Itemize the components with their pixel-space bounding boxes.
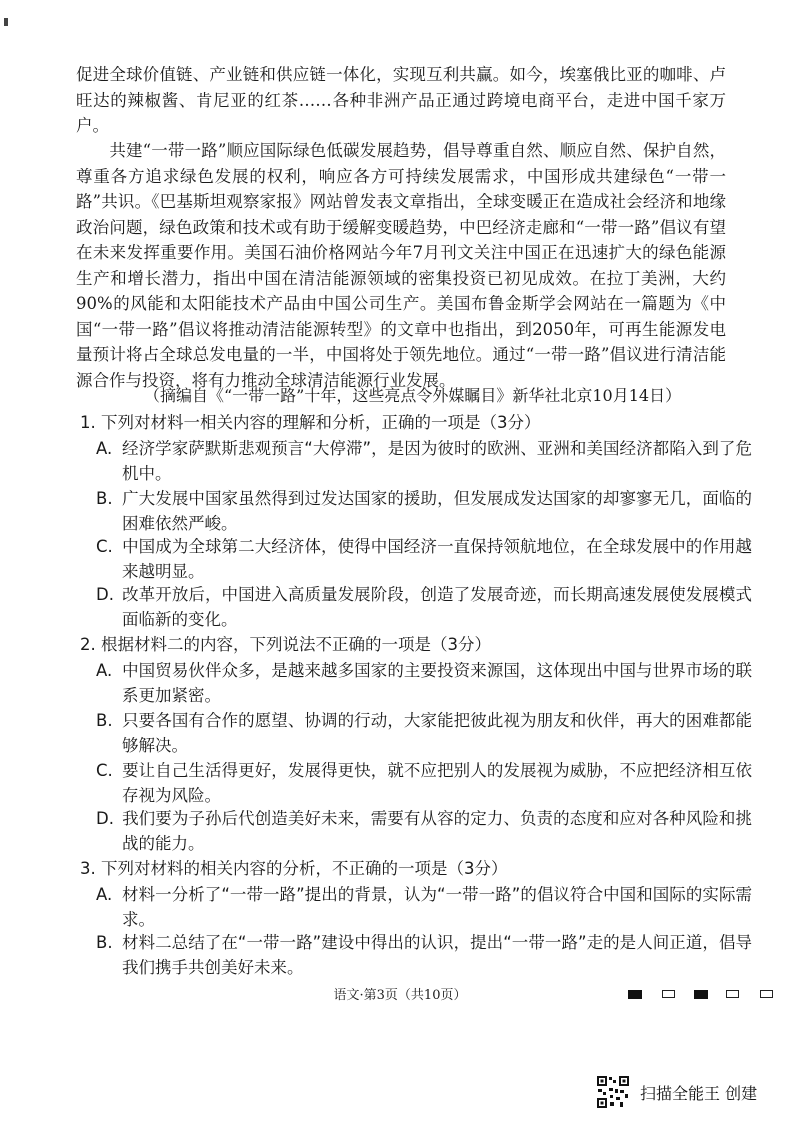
question-2-option-a: A. 中国贸易伙伴众多，是越来越多国家的主要投资来源国，这体现出中国与世界市场的联系更加紧密。 [96,661,752,705]
question-1-option-b: B. 广大发展中国家虽然得到过发达国家的援助，但发展成发达国家的却寥寥无几，面临的困难依然严峻。 [96,489,752,533]
question-1-option-d: D. 改革开放后，中国进入高质量发展阶段，创造了发展奇迹，而长期高速发展使发展模式面临新的变化。 [96,585,752,629]
question-3-stem: 3. 下列对材料的相关内容的分析，不正确的一项是（3分） [80,859,508,878]
mark-filled [694,990,708,999]
question-2-stem: 2. 根据材料二的内容，下列说法不正确的一项是（3分） [80,635,491,654]
question-1-stem: 1. 下列对材料一相关内容的理解和分析，正确的一项是（3分） [80,413,541,432]
watermark-text: 扫描全能王 创建 [640,1083,758,1103]
question-1-option-c: C. 中国成为全球第二大经济体，使得中国经济一直保持领航地位，在全球发展中的作用越来越明显。 [96,537,752,581]
scan-mark [4,18,8,26]
question-2-option-c: C. 要让自己生活得更好，发展得更快，就不应把别人的发展视为威胁，不应把经济相互依存视为风险。 [96,761,752,805]
qr-code-icon [596,1075,630,1109]
mark-open [760,990,773,998]
question-3-option-b: B. 材料二总结了在“一带一路”建设中得出的认识，提出“一带一路”走的是人间正道，倡导我们携手共创美好未来。 [96,933,752,977]
mark-open [662,990,675,998]
question-3-option-a: A. 材料一分析了“一带一路”提出的背景，认为“一带一路”的倡议符合中国和国际的实际需求。 [96,885,752,929]
scanner-watermark [596,1072,786,1112]
question-1-option-a: A. 经济学家萨默斯悲观预言“大停滞”，是因为彼时的欧洲、亚洲和美国经济都陷入到了危机中。 [96,439,752,483]
mark-filled [628,990,642,999]
source-citation: （摘编自《“一带一路”十年，这些亮点令外媒瞩目》新华社北京10月14日） [144,386,682,405]
material-paragraph-2: 共建“一带一路”顺应国际绿色低碳发展趋势，倡导尊重自然、顺应自然、保护自然，尊重各方追求绿色发展的权利，响应各方可持续发展需求，中国形成共建绿色“一带一路”共识。《巴基斯坦观察家报》网站曾发表文章指出，全球变暖正在造成社会经济和地缘政治问题，绿色政策和技术或有助于缓解变暖趋势，中巴经济走廊和“一带一路”倡议有望在未来发挥重要作用。美国石油价格网站今年7月刊文关注中国正在迅速扩大的绿色能源生产和增长潜力，指出中国在清洁能源领域的密集投资已初见成效。在拉丁美洲，大约90%的风能和太阳能技术产品由中国公司生产。美国布鲁金斯学会网站在一篇题为《中国“一带一路”倡议将推动清洁能源转型》的文章中也指出，到2050年，可再生能源发电量预计将占全球总发电量的一半，中国将处于领先地位。通过“一带一路”倡议进行清洁能源合作与投资，将有力推动全球清洁能源行业发展。 [76,141,726,390]
material-paragraph-1: 促进全球价值链、产业链和供应链一体化，实现互利共赢。如今，埃塞俄比亚的咖啡、卢旺达的辣椒酱、肯尼亚的红茶……各种非洲产品正通过跨境电商平台，走进中国千家万户。 [76,65,726,135]
page-footer: 语文·第3页（共10页） [333,988,467,1003]
question-2-option-d: D. 我们要为子孙后代创造美好未来，需要有从容的定力、负责的态度和应对各种风险和挑战的能力。 [96,809,752,853]
mark-open [726,990,739,998]
question-2-option-b: B. 只要各国有合作的愿望、协调的行动，大家能把彼此视为朋友和伙伴，再大的困难都能够解决。 [96,711,752,755]
